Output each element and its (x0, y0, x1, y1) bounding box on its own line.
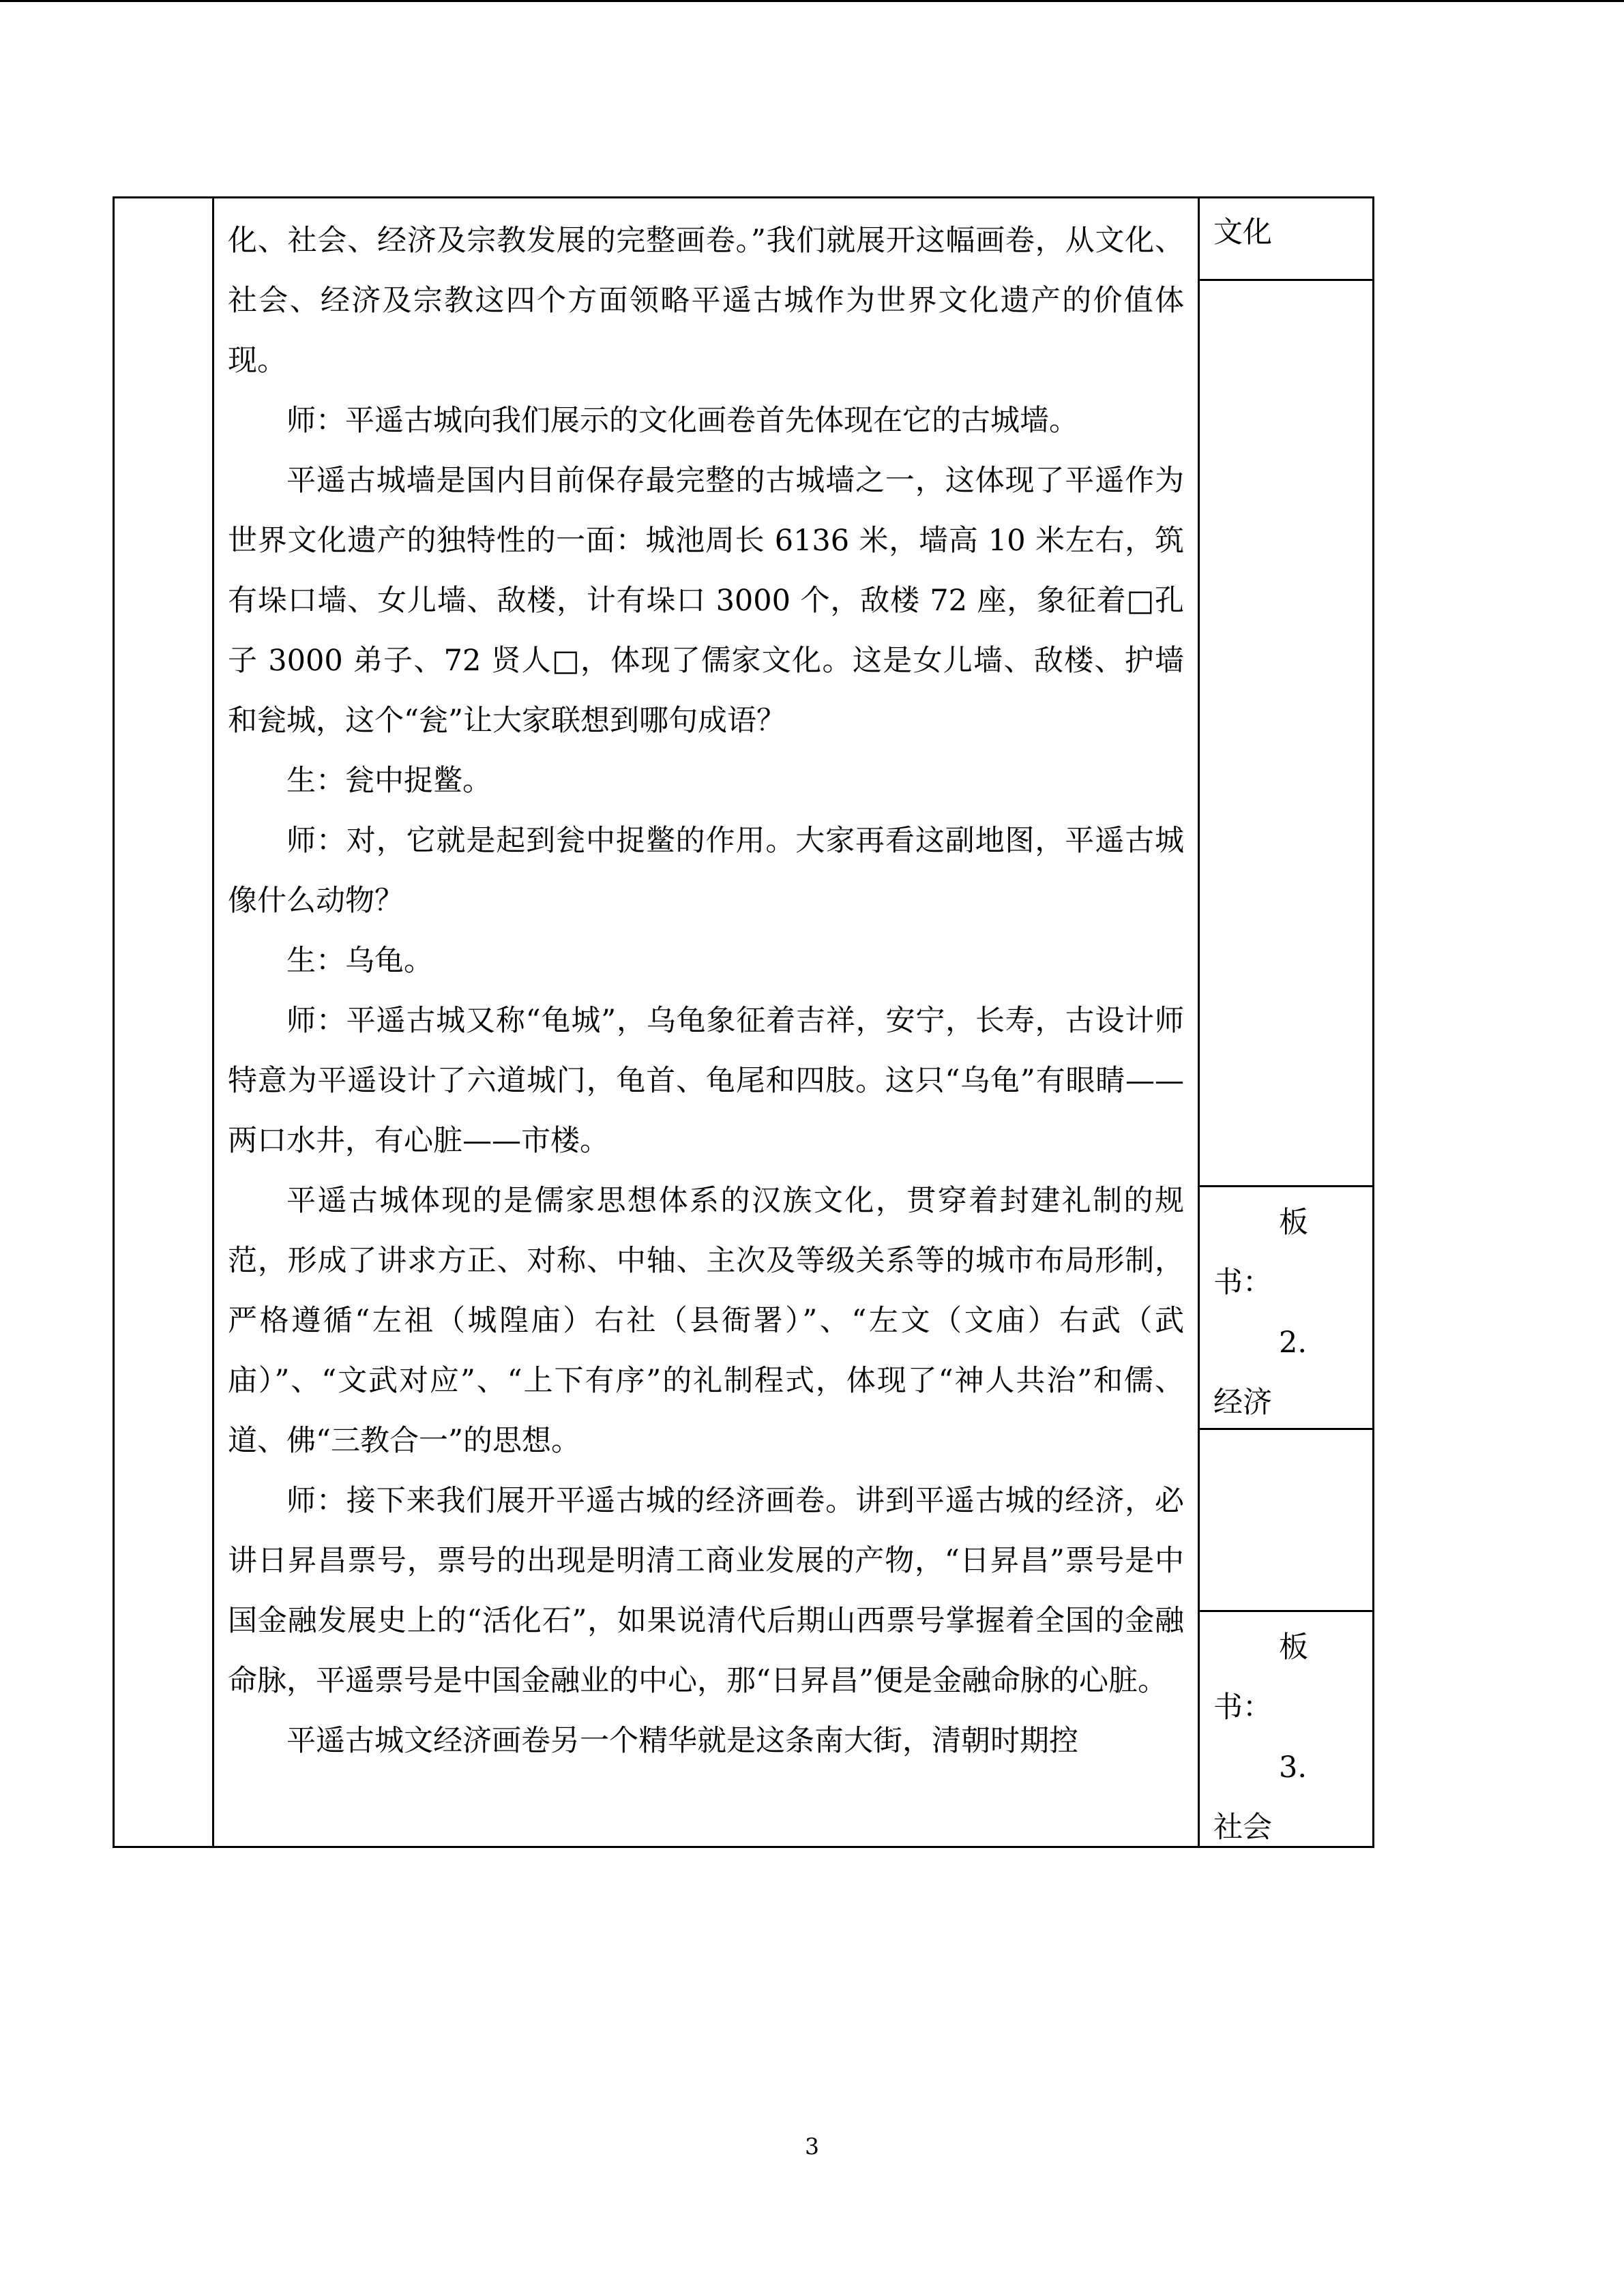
note-board-economy (1200, 1187, 1372, 1430)
page-number: 3 (805, 2133, 819, 2160)
board-note-line: 3. (1279, 1750, 1308, 1785)
board-note-line: 书： (1213, 1690, 1272, 1725)
board-note-economy (1200, 1187, 1372, 1433)
board-note-society (1200, 1612, 1372, 1858)
paragraph-student-answer-2: 生：乌龟。 (286, 944, 433, 978)
paragraph-city-wall-details: 平遥古城墙是国内目前保存最完整的古城墙之一，这体现了平遥作为世界文化遗产的独特性的一面：城池周长 6136 米，墙高 10 米左右，筑有垛口墙、女儿墙、敌楼，计有垛口 3000 个，敌楼 72 座，象征着□孔子 3000 弟子、72 贤人□，体现了儒家文化。这是女儿墙、敌楼、护墙和瓮城，这个“瓮”让大家联想到哪句成语？ (228, 464, 1184, 738)
notes-cell (1199, 198, 1374, 1847)
board-note-line: 板 (1279, 1206, 1308, 1240)
left-empty-cell (114, 198, 213, 1847)
paragraph-student-answer-1: 生：瓮中捉鳖。 (286, 764, 492, 798)
lesson-plan-table (113, 196, 1374, 1848)
main-content-cell (213, 198, 1199, 1847)
paragraph-culture-intro: 化、社会、经济及宗教发展的完整画卷。”我们就展开这幅画卷，从文化、社会、经济及宗教这四个方面领略平遥古城作为世界文化遗产的价值体现。 (228, 224, 1184, 378)
paragraph-economy-rishengchang: 师：接下来我们展开平遥古城的经济画卷。讲到平遥古城的经济，必讲日昇昌票号，票号的出现是明清工商业发展的产物，“日昇昌”票号是中国金融发展史上的“活化石”，如果说清代后期山西票号掌握着全国的金融命脉，平遥票号是中国金融业的中心，那“日昇昌”便是金融命脉的心脏。 (228, 1484, 1184, 1698)
paragraph-teacher-map-question: 师：对，它就是起到瓮中捉鳖的作用。大家再看这副地图，平遥古城像什么动物？ (228, 824, 1184, 918)
paragraph-teacher-city-wall: 师：平遥古城向我们展示的文化画卷首先体现在它的古城墙。 (286, 404, 1078, 438)
page-top-rule (0, 0, 1624, 2)
paragraph-turtle-city: 师：平遥古城又称“龟城”，乌龟象征着吉祥，安宁，长寿，古设计师特意为平遥设计了六道城门，龟首、龟尾和四肢。这只“乌龟”有眼睛——两口水井，有心脏——市楼。 (228, 1004, 1184, 1158)
board-note-line: 板 (1279, 1630, 1308, 1665)
paragraph-confucian-culture: 平遥古城体现的是儒家思想体系的汉族文化，贯穿着封建礼制的规范，形成了讲求方正、对称、中轴、主次及等级关系等的城市布局形制，严格遵循“左祖（城隍庙）右社（县衙署）”、“左文（文庙）右武（武庙）”、“文武对应”、“上下有序”的礼制程式，体现了“神人共治”和儒、道、佛“三教合一”的思想。 (228, 1184, 1184, 1458)
board-note-line: 经济 (1213, 1386, 1272, 1420)
board-note-line: 2. (1279, 1326, 1308, 1360)
note-board-society (1200, 1612, 1372, 1846)
note-empty-2 (1200, 1430, 1372, 1612)
paragraph-south-street: 平遥古城文经济画卷另一个精华就是这条南大街，清朝时期控 (286, 1724, 1078, 1758)
note-culture-label: 文化 (1213, 215, 1272, 250)
note-empty-1 (1200, 281, 1372, 1187)
main-content (214, 198, 1198, 1771)
board-note-line: 社会 (1213, 1810, 1272, 1845)
board-note-line: 书： (1213, 1266, 1272, 1300)
note-culture (1200, 198, 1372, 281)
